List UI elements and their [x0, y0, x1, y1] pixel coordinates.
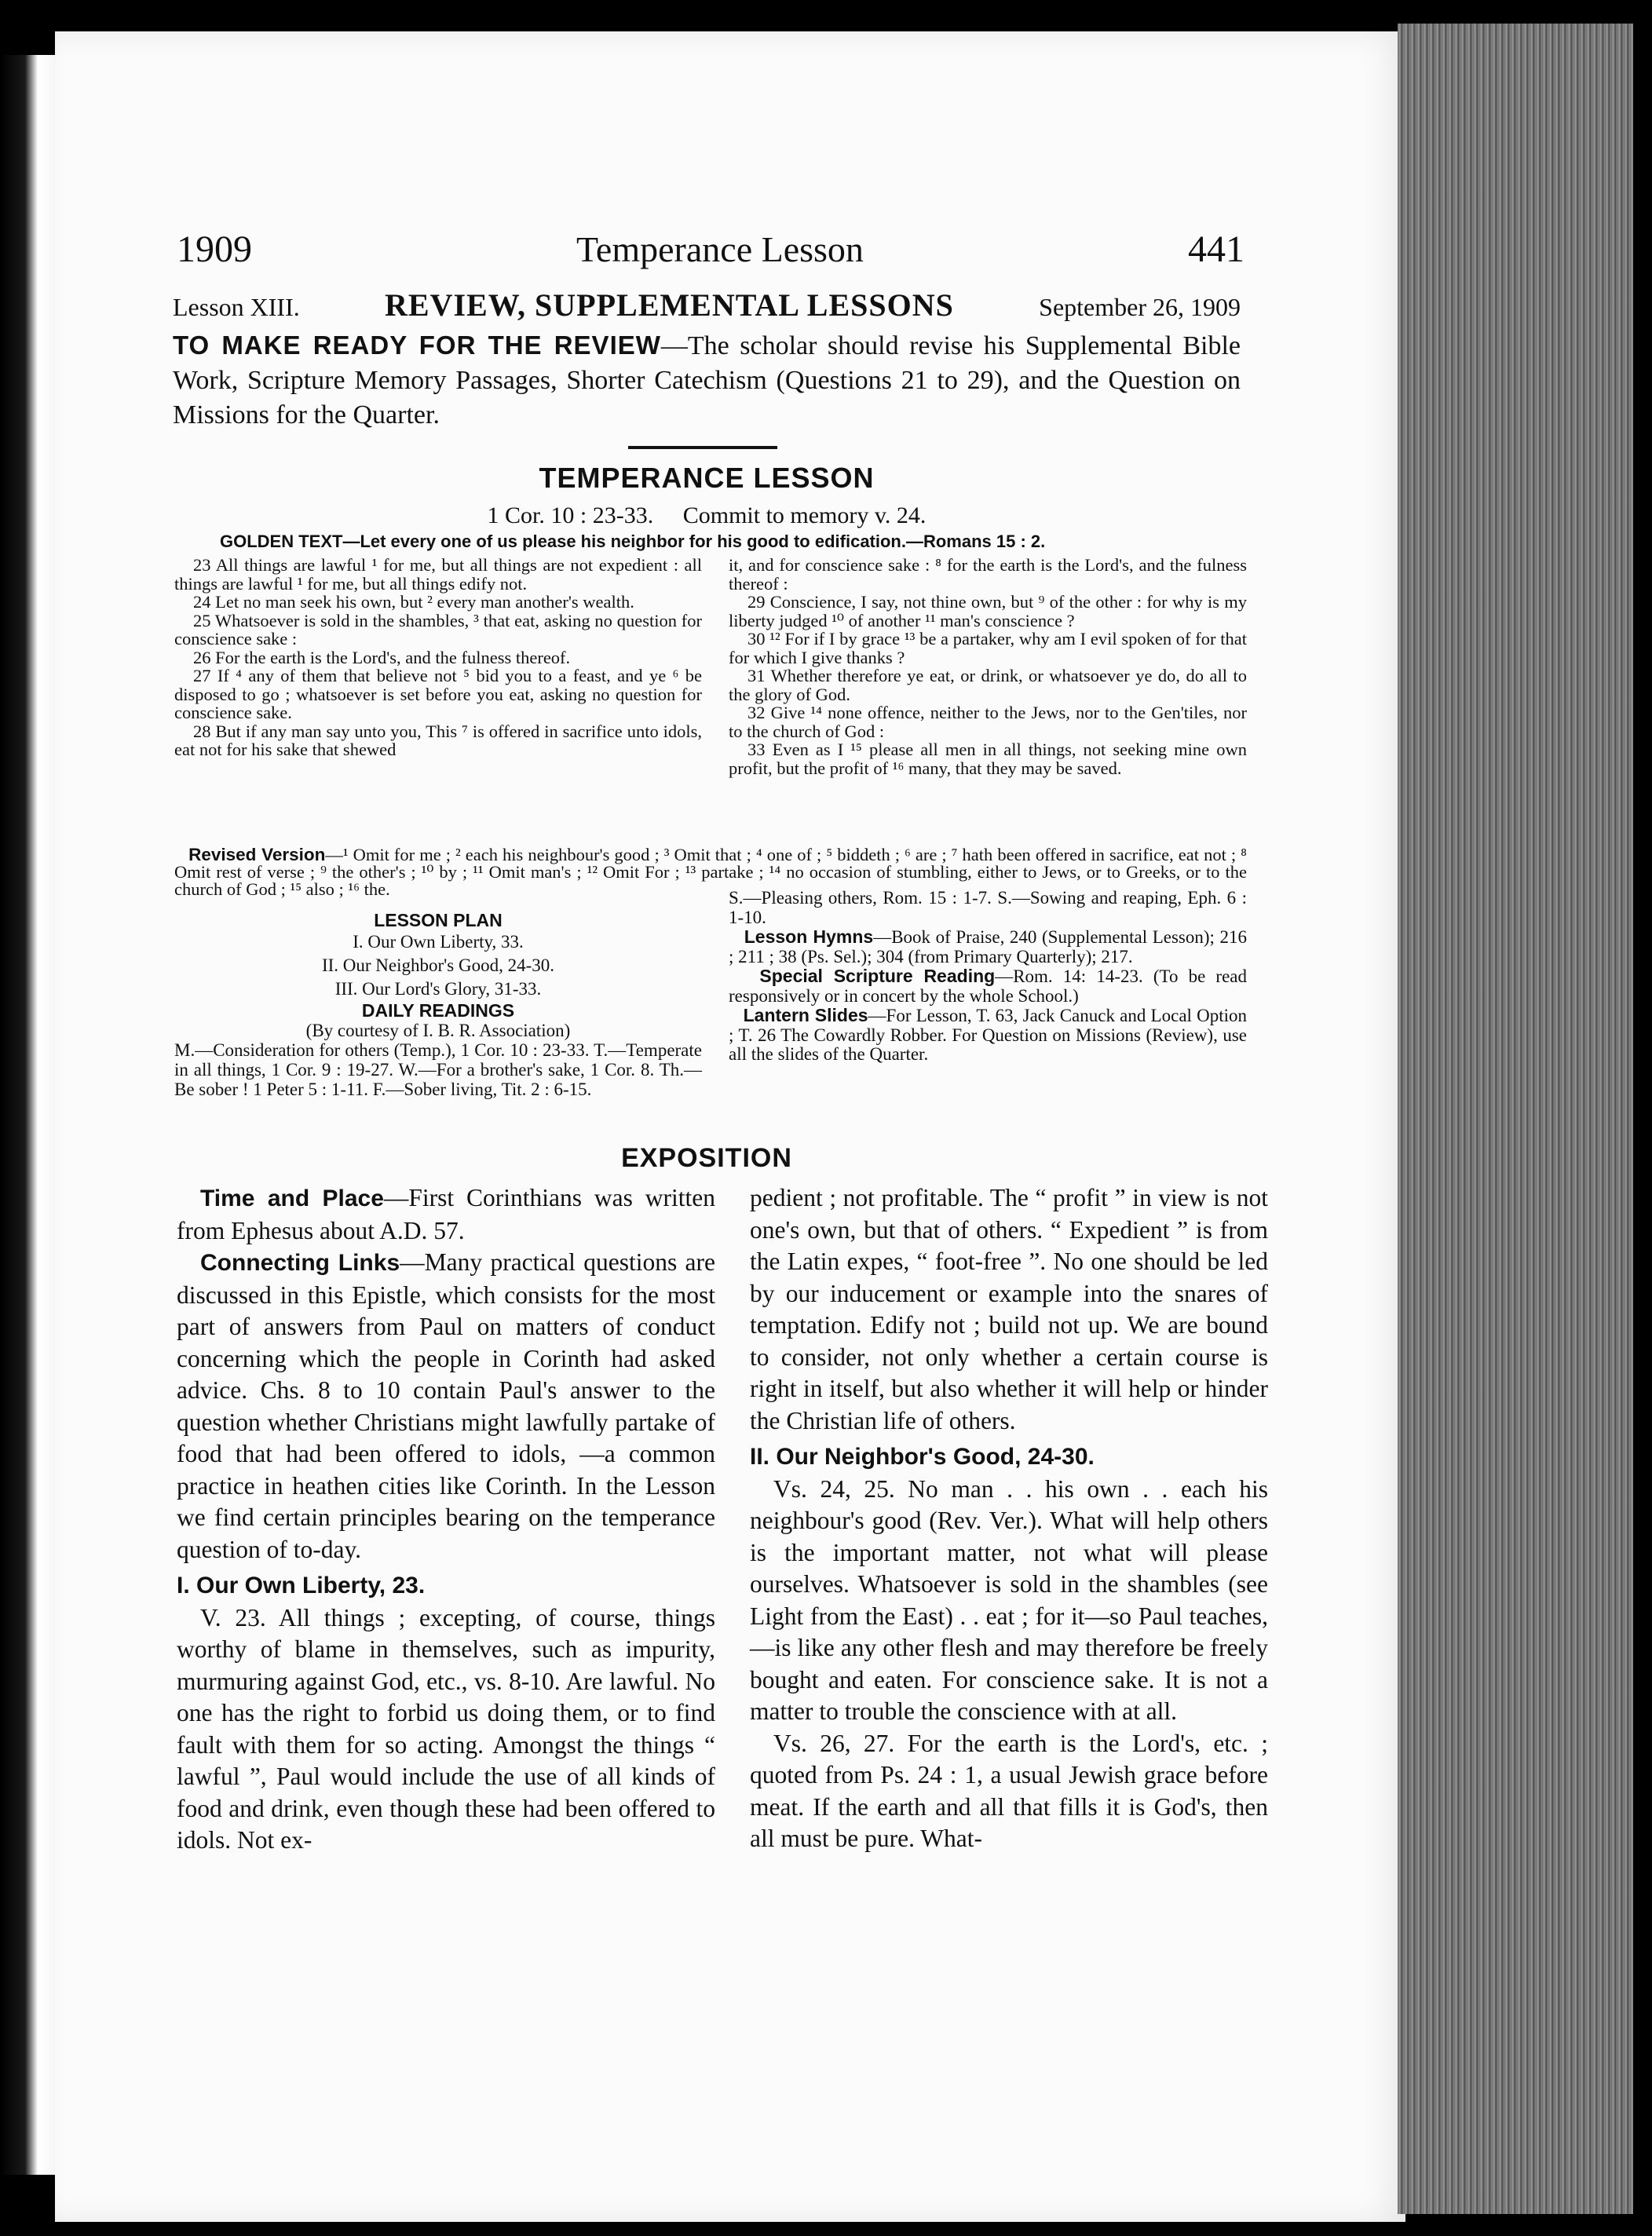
verse: it, and for conscience sake : ⁸ for the earth is the Lord's, and the fulness thereof :	[729, 555, 1247, 594]
header-title: Temperance Lesson	[576, 229, 864, 269]
header-year: 1909	[177, 228, 252, 270]
verse: 26 For the earth is the Lord's, and the fulness thereof.	[193, 647, 571, 667]
lesson-plan-item: III. Our Lord's Glory, 31-33.	[334, 979, 542, 999]
exposition-right-column	[750, 1182, 1268, 1855]
lantern-slides-text: —For Lesson, T. 63, Jack Canuck and Local Option ; T. 26 The Cowardly Robber. For Question on Missions (Review), use all the slides of the Quarter.	[729, 1006, 1248, 1064]
daily-readings-text: M.—Consideration for others (Temp.), 1 Cor. 10 : 23-33. T.—Temperate in all things, 1 Cor. 9 : 19-27. W.—For a brother's sake, 1 Cor. 8. Th.—Be sober ! 1 Peter 5 : 1-11. F.—Sober living, Tit. 2 : 6-15.	[174, 1040, 702, 1099]
review-label: TO MAKE READY FOR THE REVIEW	[173, 331, 661, 360]
verse: 32 Give ¹⁴ none offence, neither to the Jews, nor to the Gen'tiles, nor to the church of God :	[729, 703, 1247, 741]
exposition-left-column	[177, 1182, 715, 1857]
temperance-title: TEMPERANCE LESSON	[539, 462, 875, 494]
daily-readings-courtesy: (By courtesy of I. B. R. Association)	[305, 1021, 571, 1040]
verse: 28 But if any man say unto you, This ⁷ is offered in sacrifice unto idols, eat not for his sake that shewed	[174, 721, 702, 759]
section-heading: I. Our Own Liberty, 23.	[177, 1573, 426, 1598]
divider-rule	[628, 446, 777, 449]
readings-continued: S.—Pleasing others, Rom. 15 : 1-7. S.—Sowing and reaping, Eph. 6 : 1-10.	[729, 888, 1247, 927]
lesson-plan-item: II. Our Neighbor's Good, 24-30.	[321, 955, 555, 975]
exposition-title: EXPOSITION	[621, 1143, 792, 1173]
verse: 24 Let no man seek his own, but ² every man another's wealth.	[193, 592, 634, 612]
scripture-reading-text: —Rom. 14: 14-23. (To be read responsively or in concert by the whole School.)	[729, 966, 1248, 1006]
verses-left-column	[174, 556, 702, 759]
section-text: Vs. 24, 25. No man . . his own . . each his neighbour's good (Rev. Ver.). What will help others is the important matter, not what will please ourselves. Whatsoever is sold in the shambles (see Light from the East) . . eat ; for it—so Paul teaches,—is like any other flesh and may therefore be freely bought and eaten. For conscience sake. It is not a matter to trouble the conscience with at all.	[750, 1474, 1268, 1725]
golden-text: GOLDEN TEXT—Let every one of us please his neighbor for his good to edification.—Romans 15 : 2.	[220, 532, 1046, 551]
revised-version-label: Revised Version	[188, 845, 326, 864]
verses-right-column	[729, 556, 1247, 777]
lesson-number: Lesson XIII.	[173, 293, 300, 321]
lesson-plan-item: I. Our Own Liberty, 33.	[353, 932, 524, 952]
time-place-label: Time and Place	[200, 1186, 384, 1211]
verse: 27 If ⁴ any of them that believe not ⁵ bid you to a feast, and ye ⁶ be disposed to go ; whatsoever is set before you eat, asking no question for conscience sake.	[174, 666, 702, 722]
page-edges	[1398, 24, 1633, 2214]
lesson-plan-heading: LESSON PLAN	[374, 910, 503, 930]
verse: 30 ¹² For if I by grace ¹³ be a partaker, why am I evil spoken of for that for which I give thanks ?	[729, 629, 1247, 667]
section-text-continued: pedient ; not profitable. The “ profit ” in view is not one's own, but that of others. “ Expedient ” is from the Latin expes, “ foot-free ”. No one should be led by our inducement or example into the snares of temptation. Edify not ; build not up. We are bound to consider, not only whether a certain course is right in itself, but also whether it will help or hinder the Christian life of others.	[750, 1184, 1268, 1434]
section-text: Vs. 26, 27. For the earth is the Lord's, etc. ; quoted from Ps. 24 : 1, a usual Jewish grace before meat. If the earth and all that fills it is God's, then all must be pure. What-	[750, 1729, 1268, 1852]
lesson-plan-block	[174, 911, 702, 1099]
lesson-date: September 26, 1909	[1039, 293, 1241, 321]
verse: 25 Whatsoever is sold in the shambles, ³ that eat, asking no question for conscience sake :	[174, 610, 702, 649]
page-number: 441	[1187, 228, 1244, 270]
review-instructions	[173, 328, 1241, 433]
section-heading: II. Our Neighbor's Good, 24-30.	[750, 1444, 1095, 1470]
time-place-text: —First Corinthians was written from Ephesus about A.D. 57.	[177, 1184, 715, 1244]
daily-readings-heading: DAILY READINGS	[361, 1000, 515, 1021]
verse: 29 Conscience, I say, not thine own, but ⁹ of the other : for why is my liberty judged ¹⁰ of another ¹¹ man's conscience ?	[729, 592, 1247, 630]
running-head	[177, 228, 1244, 271]
verse: 23 All things are lawful ¹ for me, but all things are not expedient : all things are lawful ¹ for me, but all things edify not.	[174, 555, 702, 594]
hymns-label: Lesson Hymns	[744, 926, 874, 947]
verse: 33 Even as I ¹⁵ please all men in all things, not seeking mine own profit, but the profit of ¹⁶ many, that they may be saved.	[729, 740, 1247, 778]
review-text: —The scholar should revise his Supplemental Bible Work, Scripture Memory Passages, Shorter Catechism (Questions 21 to 29), and the Question on Missions for the Quarter.	[173, 331, 1241, 429]
reference: 1 Cor. 10 : 23-33.	[487, 502, 654, 528]
lantern-slides-label: Lantern Slides	[743, 1005, 868, 1025]
lesson-line	[173, 287, 1241, 323]
section-text: V. 23. All things ; excepting, of course, things worthy of blame in themselves, such as impurity, murmuring against God, etc., vs. 8-10. Are lawful. No one has the right to forbid us doing them, or to find fault with them for so acting. Amongst the things “ lawful ”, Paul would include the use of all kinds of food and drink, even though these had been offered to idols. Not ex-	[177, 1603, 715, 1854]
hymns-text: —Book of Praise, 240 (Supplemental Lesson); 216 ; 211 ; 38 (Ps. Sel.); 304 (from Primary Quarterly); 217.	[729, 927, 1248, 966]
revised-version-text: —¹ Omit for me ; ² each his neighbour's good ; ³ Omit that ; ⁴ one of ; ⁵ biddeth ; ⁶ are ; ⁷ hath been offered in sacrifice, eat not ; ⁸ Omit rest of verse ; ⁹ the other's ; ¹⁰ by ; ¹¹ Omit man's ; ¹² Omit For ; ¹³ partake ; ¹⁴ no occasion of stumbling, either to Jews, or to Greeks, or to the church of God ; ¹⁵ also ; ¹⁶ the.	[174, 845, 1247, 899]
book-spine-gutter	[0, 55, 63, 2175]
connecting-links-label: Connecting Links	[200, 1250, 400, 1276]
connecting-links-text: —Many practical questions are discussed in this Epistle, which consists for the most part of answers from Paul on matters of conduct concerning which the people in Corinth had asked advice. Chs. 8 to 10 contain Paul's answer to the question whether Christians might lawfully partake of food that had been offered to idols, —a common practice in heathen cities like Corinth. In the Lesson we find certain principles bearing on the temperance question of to-day.	[177, 1248, 715, 1563]
lesson-notes-block	[729, 889, 1247, 1065]
lesson-heading: REVIEW, SUPPLEMENTAL LESSONS	[385, 287, 954, 323]
scripture-reference	[173, 502, 1241, 529]
scripture-reading-label: Special Scripture Reading	[759, 966, 996, 986]
verse: 31 Whether therefore ye eat, or drink, or whatsoever ye do, do all to the glory of God.	[729, 666, 1247, 704]
commit-note: Commit to memory v. 24.	[682, 502, 927, 528]
